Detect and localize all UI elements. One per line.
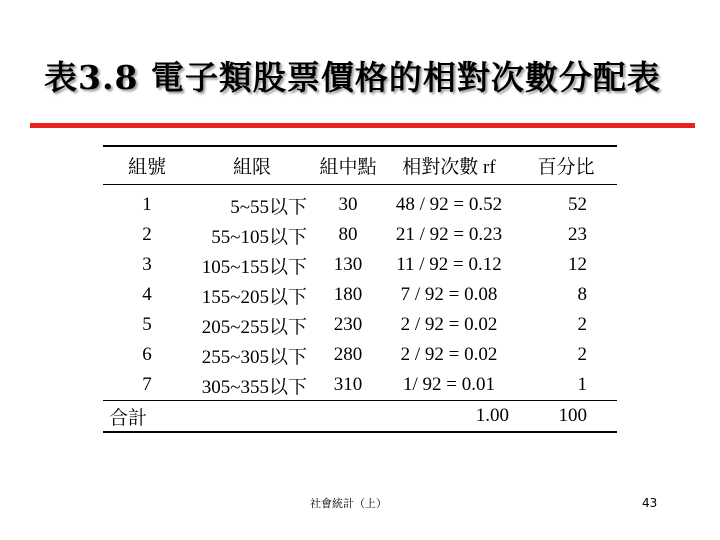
cell-percentage: 12 — [568, 254, 587, 275]
cell-group-no: 6 — [142, 344, 152, 365]
header-relative-frequency: 相對次數 rf — [383, 146, 515, 185]
cell-group-no: 2 — [142, 224, 152, 245]
cell-percentage: 1 — [577, 374, 587, 395]
table-header-row — [103, 146, 617, 185]
cell-class-limits: 5~55以下 — [230, 196, 307, 218]
cell-class-limits: 155~205以下 — [201, 286, 307, 308]
page-number: 43 — [642, 496, 658, 510]
cell-percentage: 23 — [568, 224, 587, 245]
cell-percentage: 2 — [577, 344, 587, 365]
header-class-limits: 組限 — [191, 146, 313, 185]
cell-class-limits: 105~155以下 — [201, 256, 307, 278]
cell-empty — [191, 401, 313, 433]
slide-title: 表3.8 電子類股票價格的相對次數分配表 — [44, 58, 661, 97]
cell-percentage: 2 — [577, 314, 587, 335]
table-row — [103, 340, 617, 370]
table-row — [103, 185, 617, 221]
table-row — [103, 280, 617, 310]
cell-total-relative-frequency: 1.00 — [383, 401, 515, 433]
cell-group-no: 3 — [142, 254, 152, 275]
cell-midpoint: 80 — [338, 224, 358, 245]
table-row — [103, 310, 617, 340]
cell-midpoint: 230 — [333, 314, 363, 335]
cell-percentage: 52 — [568, 194, 587, 215]
cell-total-percentage: 100 — [515, 401, 617, 433]
cell-class-limits: 55~105以下 — [211, 226, 307, 248]
cell-midpoint: 180 — [333, 284, 363, 305]
cell-class-limits: 255~305以下 — [201, 346, 307, 368]
cell-midpoint: 310 — [333, 374, 363, 395]
cell-total-label: 合計 — [103, 401, 191, 433]
cell-group-no: 7 — [142, 374, 152, 395]
header-percentage: 百分比 — [515, 146, 617, 185]
cell-empty — [313, 401, 383, 433]
cell-percentage: 8 — [577, 284, 587, 305]
title-rule — [30, 123, 695, 128]
cell-group-no: 4 — [142, 284, 152, 305]
cell-midpoint: 280 — [333, 344, 363, 365]
cell-class-limits: 205~255以下 — [201, 316, 307, 338]
header-midpoint: 組中點 — [313, 146, 383, 185]
table-row — [103, 250, 617, 280]
cell-midpoint: 130 — [333, 254, 363, 275]
cell-midpoint: 30 — [338, 194, 358, 215]
table-row — [103, 220, 617, 250]
cell-group-no: 1 — [142, 194, 152, 215]
cell-relative-frequency: 21 / 92 = 0.23 — [395, 224, 503, 245]
cell-relative-frequency: 1/ 92 = 0.01 — [403, 374, 495, 395]
cell-relative-frequency: 2 / 92 = 0.02 — [400, 314, 498, 335]
cell-relative-frequency: 11 / 92 = 0.12 — [396, 254, 502, 275]
header-group-no: 組號 — [103, 146, 191, 185]
cell-relative-frequency: 7 / 92 = 0.08 — [400, 284, 498, 305]
cell-relative-frequency: 48 / 92 = 0.52 — [395, 194, 503, 215]
cell-group-no: 5 — [142, 314, 152, 335]
cell-class-limits: 305~355以下 — [201, 376, 307, 398]
footer-course-name: 社會統計（上） — [310, 497, 387, 510]
cell-relative-frequency: 2 / 92 = 0.02 — [400, 344, 498, 365]
relative-frequency-table — [103, 145, 617, 433]
table-total-row — [103, 401, 617, 433]
table-row — [103, 370, 617, 401]
